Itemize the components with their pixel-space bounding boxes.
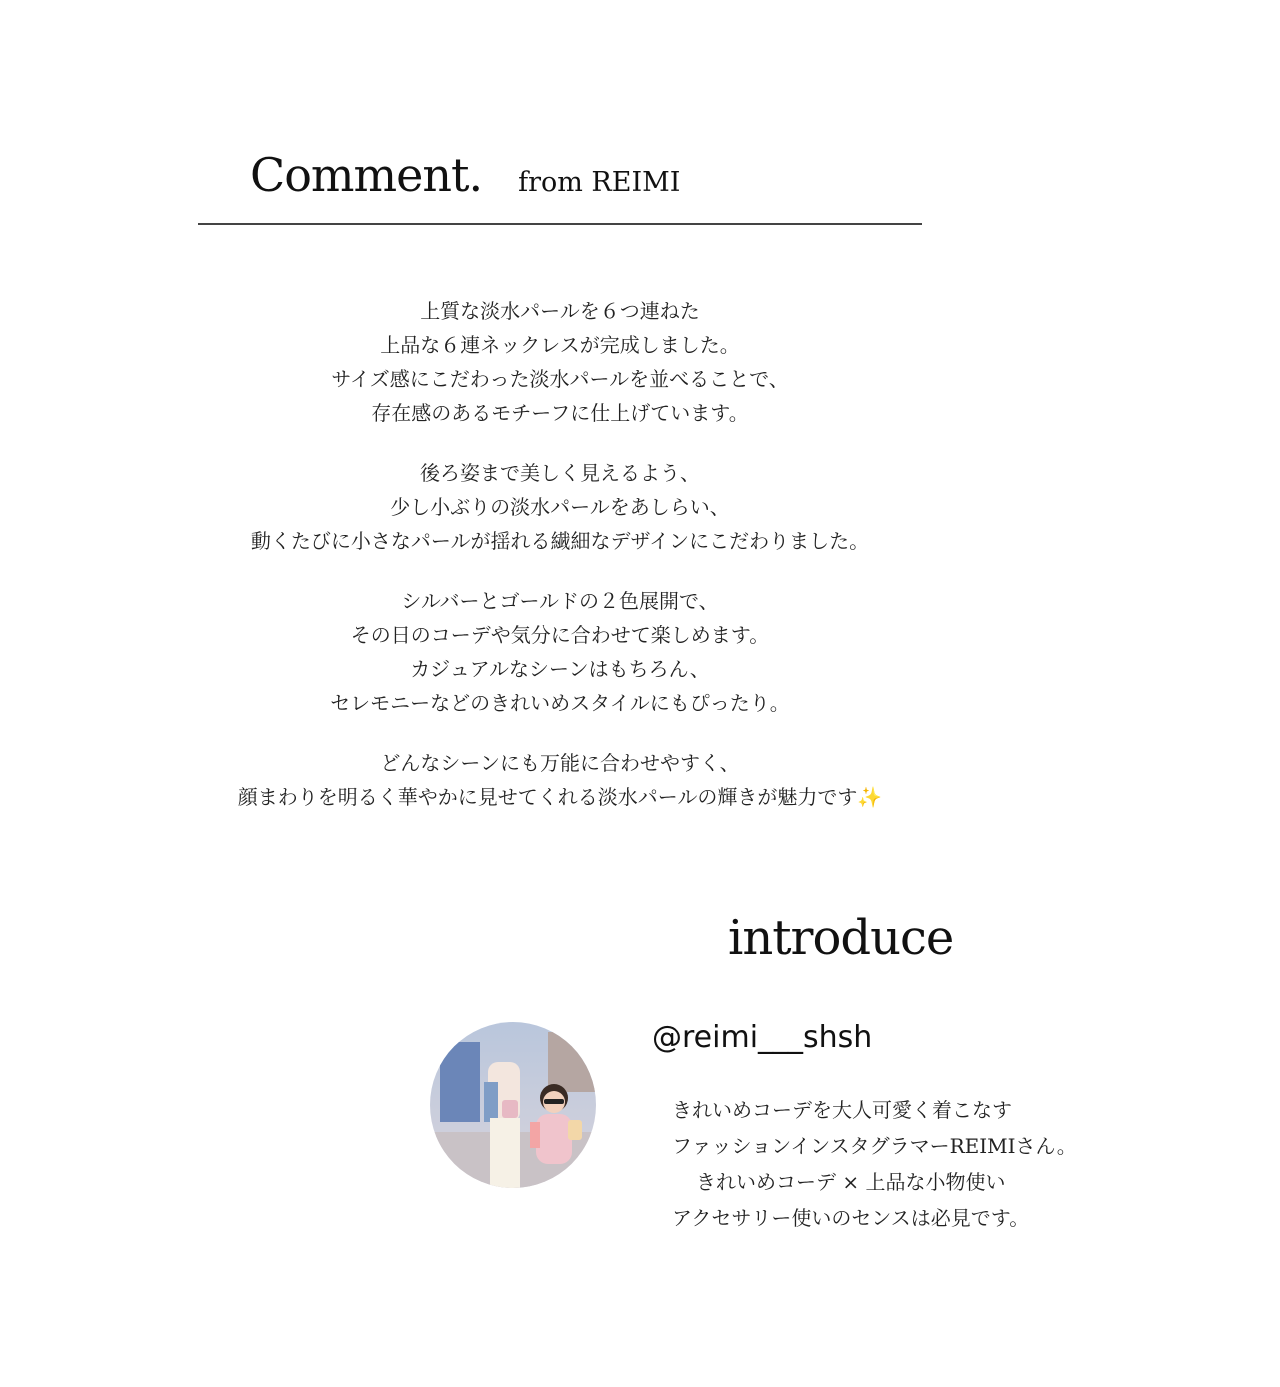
comment-line: 少し小ぶりの淡水パールをあしらい、 xyxy=(390,495,730,519)
comment-line: シルバーとゴールドの２色展開で、 xyxy=(401,589,719,613)
comment-author: from REIMI xyxy=(518,167,681,198)
introduce-line: きれいめコーデを大人可愛く着こなす xyxy=(672,1098,1012,1122)
introduce-body xyxy=(672,1092,1077,1236)
comment-line: その日のコーデや気分に合わせて楽しめます。 xyxy=(350,623,770,647)
introduce-line: ファッションインスタグラマーREIMIさん。 xyxy=(672,1134,1077,1158)
comment-line: 上品な６連ネックレスが完成しました。 xyxy=(380,333,740,357)
comment-line: カジュアルなシーンはもちろん、 xyxy=(410,657,710,681)
comment-title: Comment. xyxy=(250,148,483,202)
comment-line-text: 顔まわりを明るく華やかに見せてくれる淡水パールの輝きが魅力です xyxy=(237,785,858,809)
comment-line: 動くたびに小さなパールが揺れる繊細なデザインにこだわりました。 xyxy=(250,529,870,553)
comment-paragraph xyxy=(160,294,960,430)
comment-header xyxy=(250,148,680,202)
comment-paragraph xyxy=(160,456,960,558)
comment-paragraph xyxy=(160,746,960,814)
avatar[interactable] xyxy=(430,1022,596,1188)
comment-line: どんなシーンにも万能に合わせやすく、 xyxy=(380,751,740,775)
comment-line: 存在感のあるモチーフに仕上げています。 xyxy=(371,401,749,425)
instagram-handle[interactable]: @reimi___shsh xyxy=(652,1020,873,1055)
comment-body xyxy=(160,294,960,840)
comment-line: 後ろ姿まで美しく見えるよう、 xyxy=(420,461,700,485)
comment-line: セレモニーなどのきれいめスタイルにもぴったり。 xyxy=(330,691,790,715)
introduce-title: introduce xyxy=(728,910,954,966)
comment-line xyxy=(160,780,960,814)
avatar-photo xyxy=(430,1022,596,1188)
introduce-line: きれいめコーデ × 上品な小物使い xyxy=(696,1170,1006,1194)
divider xyxy=(198,223,922,225)
comment-line: 上質な淡水パールを６つ連ねた xyxy=(420,299,700,323)
sparkle-icon: ✨ xyxy=(857,785,883,809)
comment-line: サイズ感にこだわった淡水パールを並べることで、 xyxy=(331,367,789,391)
introduce-line: アクセサリー使いのセンスは必見です。 xyxy=(672,1206,1030,1230)
comment-paragraph xyxy=(160,584,960,720)
